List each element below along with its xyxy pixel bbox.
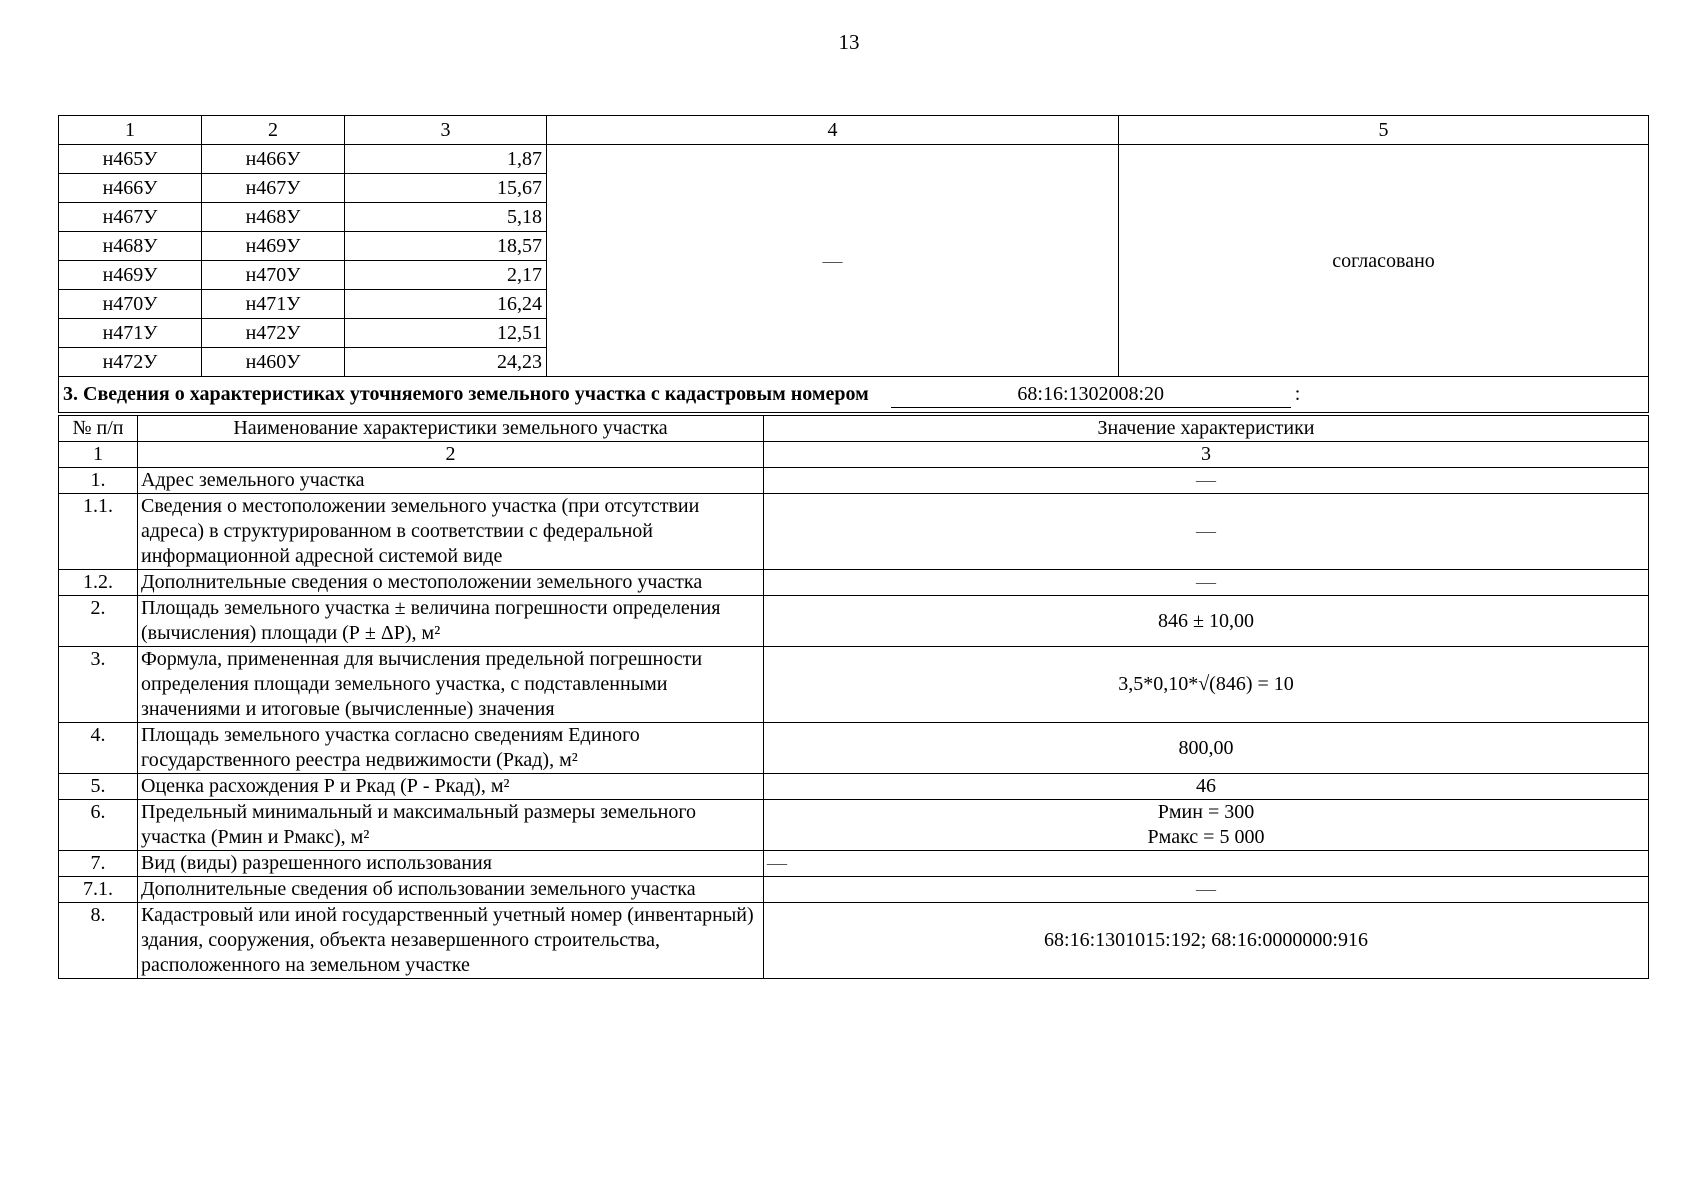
table-row	[59, 494, 1649, 570]
point-to: н471У	[202, 290, 345, 319]
table-row	[59, 800, 1649, 851]
point-from: н468У	[59, 232, 202, 261]
row-name: Сведения о местоположении земельного участка (при отсутствии адреса) в структурированном в соответствии с федеральной информационной адресной системой виде	[138, 494, 764, 570]
point-to: н468У	[202, 203, 345, 232]
colon: :	[1294, 383, 1301, 405]
row-name: Площадь земельного участка согласно сведениям Единого государственного реестра недвижимости (Ркад), м²	[138, 723, 764, 774]
table-row	[59, 570, 1649, 596]
row-value: 46	[764, 774, 1649, 800]
distance: 18,57	[345, 232, 547, 261]
row-num: 3.	[59, 647, 138, 723]
point-from: н469У	[59, 261, 202, 290]
header-value: Значение характеристики	[764, 416, 1649, 442]
point-from: н471У	[59, 319, 202, 348]
row-value: 800,00	[764, 723, 1649, 774]
table-row	[59, 774, 1649, 800]
section-title-cell	[59, 377, 1649, 413]
distance: 15,67	[345, 174, 547, 203]
point-from: н467У	[59, 203, 202, 232]
row-value: 3,5*0,10*√(846) = 10	[764, 647, 1649, 723]
distance: 24,23	[345, 348, 547, 377]
table-row	[59, 145, 1649, 174]
distance: 2,17	[345, 261, 547, 290]
point-to: н467У	[202, 174, 345, 203]
row-value: —	[764, 570, 1649, 596]
table-row	[59, 851, 1649, 877]
row-value: —	[764, 494, 1649, 570]
row-num: 5.	[59, 774, 138, 800]
row-value: 846 ± 10,00	[764, 596, 1649, 647]
distance: 12,51	[345, 319, 547, 348]
point-to: н472У	[202, 319, 345, 348]
row-name: Кадастровый или иной государственный учетный номер (инвентарный) здания, сооружения, объекта незавершенного строительства, расположенного на земельном участке	[138, 903, 764, 979]
col-num-2: 2	[202, 116, 345, 145]
row-num: 1.	[59, 468, 138, 494]
row-name: Дополнительные сведения о местоположении земельного участка	[138, 570, 764, 596]
max-size-value: Рмакс = 5 000	[1147, 826, 1265, 848]
boundary-points-table	[58, 115, 1649, 413]
table-row	[59, 647, 1649, 723]
row-num: 1.1.	[59, 494, 138, 570]
min-size-value: Рмин = 300	[1157, 801, 1255, 823]
row-name: Адрес земельного участка	[138, 468, 764, 494]
col-num-1: 1	[59, 442, 138, 468]
col-num-1: 1	[59, 116, 202, 145]
table-row	[59, 723, 1649, 774]
row-name: Вид (виды) разрешенного использования	[138, 851, 764, 877]
section-title-row	[59, 377, 1649, 413]
section-title: 3. Сведения о характеристиках уточняемого земельного участка с кадастровым номером	[63, 383, 869, 405]
row-num: 4.	[59, 723, 138, 774]
column-number-row	[59, 442, 1649, 468]
col-num-3: 3	[764, 442, 1649, 468]
row-num: 7.	[59, 851, 138, 877]
row-num: 8.	[59, 903, 138, 979]
point-from: н470У	[59, 290, 202, 319]
row-name: Площадь земельного участка ± величина погрешности определения (вычисления) площади (Р ± ΔР), м²	[138, 596, 764, 647]
distance: 5,18	[345, 203, 547, 232]
point-from: н465У	[59, 145, 202, 174]
point-from: н466У	[59, 174, 202, 203]
row-value: —	[764, 468, 1649, 494]
column-number-row	[59, 116, 1649, 145]
table-row	[59, 877, 1649, 903]
point-to: н470У	[202, 261, 345, 290]
row-name: Формула, примененная для вычисления предельной погрешности определения площади земельного участка, с подставленными значениями и итоговые (вычисленные) значения	[138, 647, 764, 723]
row-num: 1.2.	[59, 570, 138, 596]
table-row	[59, 468, 1649, 494]
row-value: —	[764, 851, 1649, 877]
point-to: н460У	[202, 348, 345, 377]
page-number: 13	[838, 30, 860, 54]
row-value: 68:16:1301015:192; 68:16:0000000:916	[764, 903, 1649, 979]
cadastral-number: 68:16:1302008:20	[891, 381, 1291, 408]
col-num-4: 4	[547, 116, 1119, 145]
col-num-3: 3	[345, 116, 547, 145]
row-name: Оценка расхождения Р и Ркад (Р - Ркад), м²	[138, 774, 764, 800]
characteristics-table	[58, 415, 1649, 979]
col4-merged-value	[547, 145, 1119, 377]
col-num-2: 2	[138, 442, 764, 468]
approval-status: согласовано	[1119, 145, 1649, 377]
point-to: н466У	[202, 145, 345, 174]
header-num: № п/п	[59, 416, 138, 442]
col-num-5: 5	[1119, 116, 1649, 145]
header-row	[59, 416, 1649, 442]
row-num: 7.1.	[59, 877, 138, 903]
distance: 16,24	[345, 290, 547, 319]
row-name: Дополнительные сведения об использовании земельного участка	[138, 877, 764, 903]
table-row	[59, 596, 1649, 647]
header-name: Наименование характеристики земельного участка	[138, 416, 764, 442]
row-value: —	[764, 877, 1649, 903]
distance: 1,87	[345, 145, 547, 174]
point-to: н469У	[202, 232, 345, 261]
row-value	[764, 800, 1649, 851]
row-num: 6.	[59, 800, 138, 851]
dash: —	[822, 249, 843, 272]
row-num: 2.	[59, 596, 138, 647]
table-row	[59, 903, 1649, 979]
row-name: Предельный минимальный и максимальный размеры земельного участка (Рмин и Рмакс), м²	[138, 800, 764, 851]
point-from: н472У	[59, 348, 202, 377]
